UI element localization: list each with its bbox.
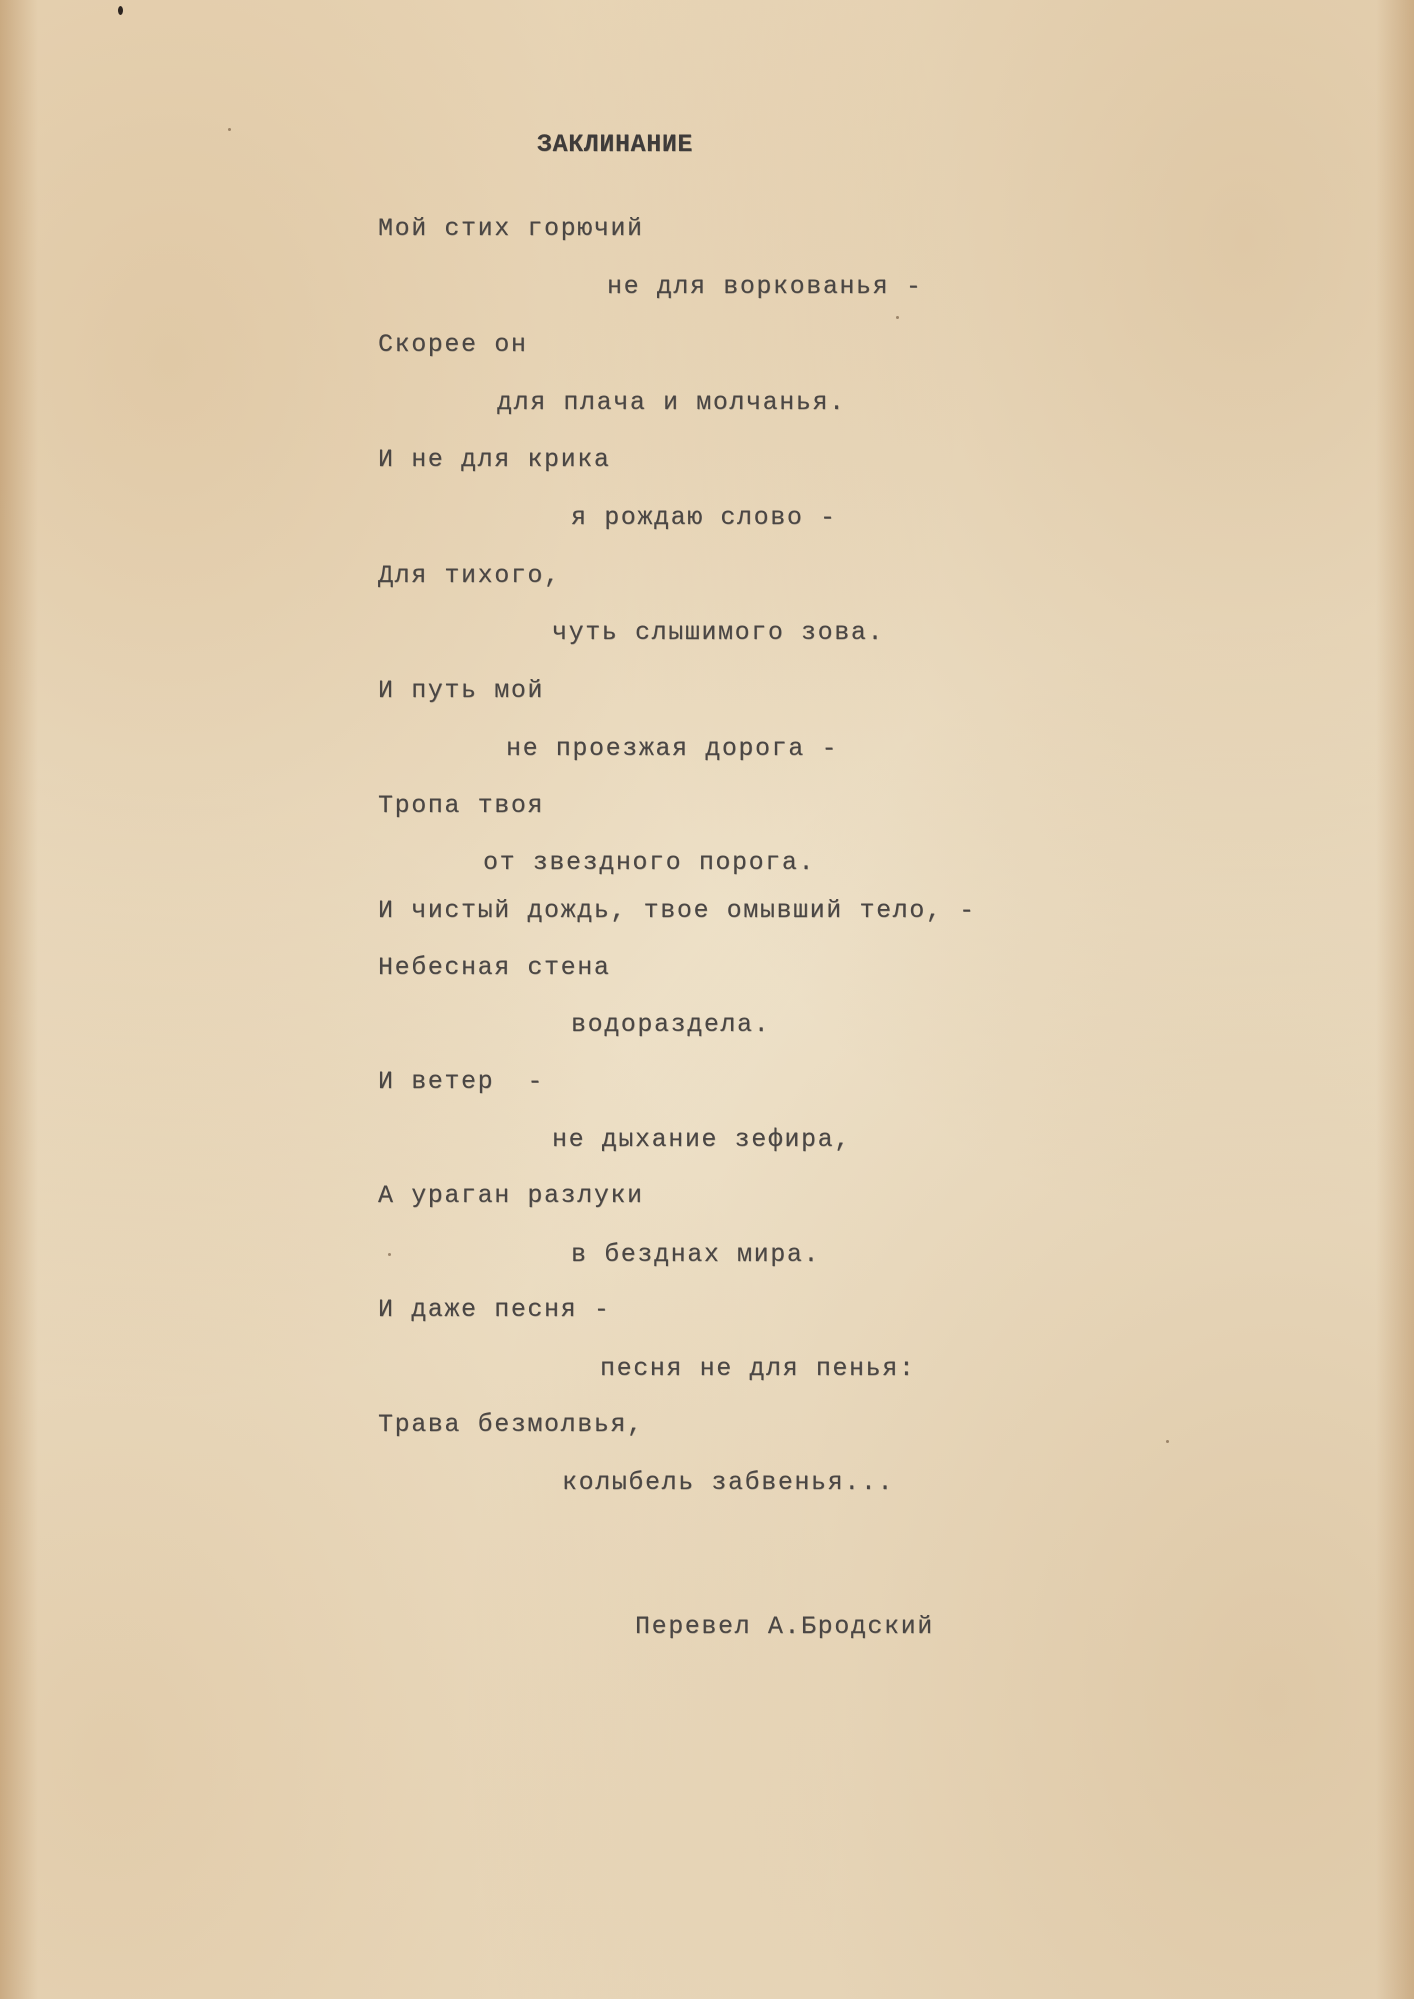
paper-edge-right — [1376, 0, 1414, 1999]
paper-speck — [388, 1253, 391, 1256]
poem-line: И не для крика — [378, 445, 611, 474]
paper-speck — [1166, 1440, 1169, 1443]
poem-line: Мой стих горючий — [378, 214, 644, 243]
poem-line: я рождаю слово - — [571, 503, 837, 532]
poem-line: Скорее он — [378, 330, 528, 359]
poem-line: И чистый дождь, твое омывший тело, - — [378, 896, 976, 925]
poem-line: не проезжая дорога - — [506, 734, 839, 763]
paper-speck — [896, 316, 899, 319]
poem-line: водораздела. — [571, 1010, 771, 1039]
poem-line: Трава безмолвья, — [378, 1410, 644, 1439]
poem-line: чуть слышимого зова. — [552, 618, 885, 647]
poem-line: Небесная стена — [378, 953, 611, 982]
poem-title: ЗАКЛИНАНИЕ — [537, 130, 694, 159]
poem-line: в безднах мира. — [571, 1240, 821, 1269]
translator-signature: Перевел А.Бродский — [635, 1612, 934, 1641]
poem-line: песня не для пенья: — [600, 1354, 916, 1383]
poem-line: от звездного порога. — [483, 848, 816, 877]
poem-line: И даже песня - — [378, 1295, 611, 1324]
paper-speck — [228, 128, 231, 131]
poem-line: И ветер - — [378, 1067, 545, 1096]
poem-line: колыбель забвенья... — [562, 1468, 895, 1497]
poem-line: не для воркованья - — [607, 272, 923, 301]
poem-line: не дыхание зефира, — [552, 1125, 851, 1154]
poem-line: Тропа твоя — [378, 791, 545, 820]
poem-line: И путь мой — [378, 676, 545, 705]
poem-line: Для тихого, — [378, 561, 561, 590]
paper-edge-left — [0, 0, 38, 1999]
paper-speck — [118, 6, 123, 15]
poem-line: для плача и молчанья. — [497, 388, 846, 417]
poem-line: А ураган разлуки — [378, 1181, 644, 1210]
